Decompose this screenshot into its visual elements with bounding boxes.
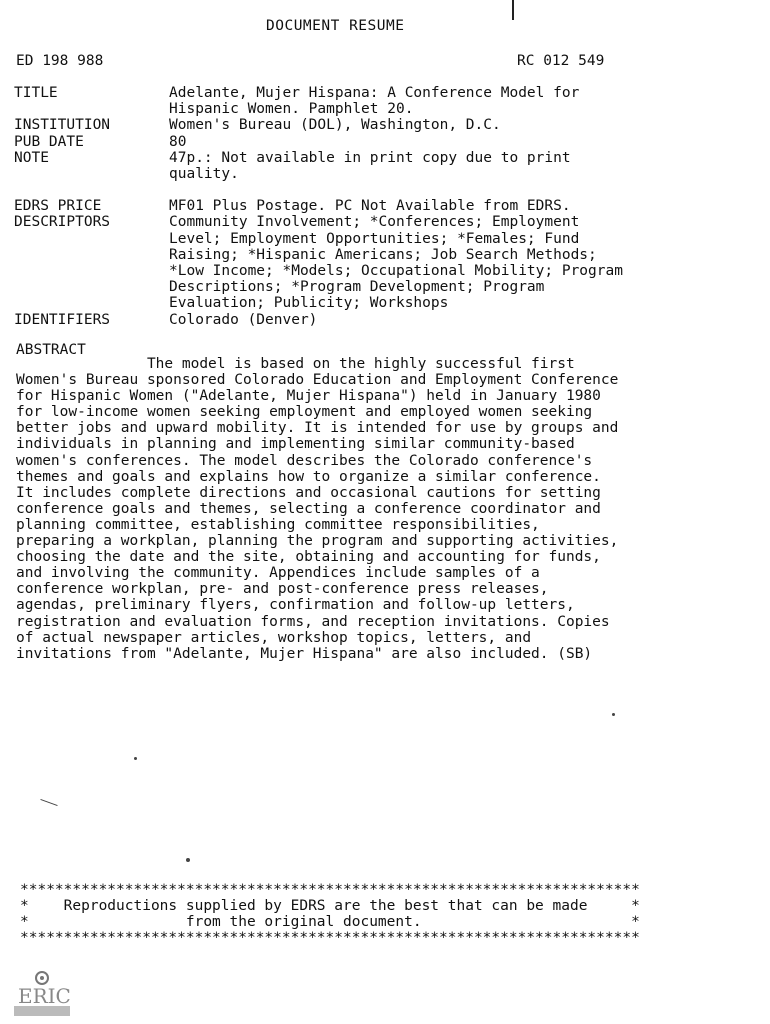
abstract-line: The model is based on the highly successful first [16,356,575,372]
reproduction-notice [20,882,720,946]
abstract-line: Women's Bureau sponsored Colorado Education and Employment Conference [16,372,619,389]
abstract-line: themes and goals and explains how to organize a similar conference. [16,468,601,485]
scan-mark [512,0,514,20]
field-note [14,150,704,166]
document-title: DOCUMENT RESUME [266,18,405,34]
abstract-line: It includes complete directions and occasional cautions for setting [16,484,601,501]
abstract-line: conference workplan, pre- and post-conference press releases, [16,581,549,598]
field-identifiers [14,312,704,328]
field-edrs-price [14,198,704,214]
abstract-body [16,356,706,662]
abstract-line: agendas, preliminary flyers, confirmation and follow-up letters, [16,597,575,614]
scan-speck [40,799,57,806]
abstract-line: individuals in planning and implementing similar community-based [16,436,575,453]
abstract-line: women's conferences. The model describes the Colorado conference's [16,452,593,469]
abstract-line: for Hispanic Women ("Adelante, Mujer Hispana") held in January 1980 [16,388,601,405]
field-label: DESCRIPTORS [14,214,111,231]
field-value: Hispanic Women. Pamphlet 20. [169,101,414,118]
abstract-line: for low-income women seeking employment and employed women seeking [16,404,593,421]
field-value: Women's Bureau (DOL), Washington, D.C. [169,117,501,134]
rc-number: RC 012 549 [517,53,605,69]
abstract-line: invitations from "Adelante, Mujer Hispana" are also included. (SB) [16,645,593,662]
field-value: MF01 Plus Postage. PC Not Available from EDRS. [169,198,571,215]
field-value: Raising; *Hispanic Americans; Job Search Methods; [169,246,597,263]
abstract-heading: ABSTRACT [16,342,86,358]
abstract-line: preparing a workplan, planning the program and supporting activities, [16,533,619,550]
field-value: 80 [169,133,187,150]
field-value: Evaluation; Publicity; Workshops [169,295,449,312]
field-descriptors [14,214,704,230]
scan-speck [134,757,137,760]
field-value: Adelante, Mujer Hispana: A Conference Model for [169,85,580,101]
scan-speck [186,858,190,862]
field-institution [14,117,704,133]
field-value: quality. [169,166,239,183]
field-label: IDENTIFIERS [14,311,111,328]
field-pub-date [14,134,704,150]
field-value: Colorado (Denver) [169,311,318,328]
notice-line-2: * from the original document. * [20,914,640,930]
abstract-line: choosing the date and the site, obtaining and accounting for funds, [16,549,601,566]
field-label: EDRS PRICE [14,198,102,215]
field-value: Level; Employment Opportunities; *Females; Fund [169,230,580,247]
field-title [14,85,704,101]
abstract-line: better jobs and upward mobility. It is intended for use by groups and [16,420,619,437]
abstract-line: and involving the community. Appendices include samples of a [16,565,540,582]
abstract-line: conference goals and themes, selecting a conference coordinator and [16,500,601,517]
eric-logo-icon [12,966,72,1018]
field-label: INSTITUTION [14,117,111,134]
bibliographic-fields [14,85,704,328]
field-note-cont [14,166,704,182]
field-label: NOTE [14,149,49,166]
field-label: TITLE [14,85,58,101]
notice-line-1: * Reproductions supplied by EDRS are the best that can be made * [20,898,640,914]
abstract-line: of actual newspaper articles, workshop topics, letters, and [16,629,532,646]
ed-number: ED 198 988 [16,53,104,69]
field-value: 47p.: Not available in print copy due to print [169,149,571,166]
abstract-line: registration and evaluation forms, and reception invitations. Copies [16,613,610,630]
field-label: PUB DATE [14,133,84,150]
field-value: *Low Income; *Models; Occupational Mobility; Program [169,263,623,280]
field-value: Community Involvement; *Conferences; Employment [169,214,580,231]
field-value: Descriptions; *Program Development; Program [169,279,545,296]
notice-border-top: *********************************************************************** [20,882,640,898]
logo-text: ERIC [18,984,71,1008]
notice-border-bottom: *********************************************************************** [20,930,640,946]
abstract-line: planning committee, establishing committee responsibilities, [16,516,540,533]
field-title-cont [14,101,704,117]
scan-speck [612,713,615,716]
